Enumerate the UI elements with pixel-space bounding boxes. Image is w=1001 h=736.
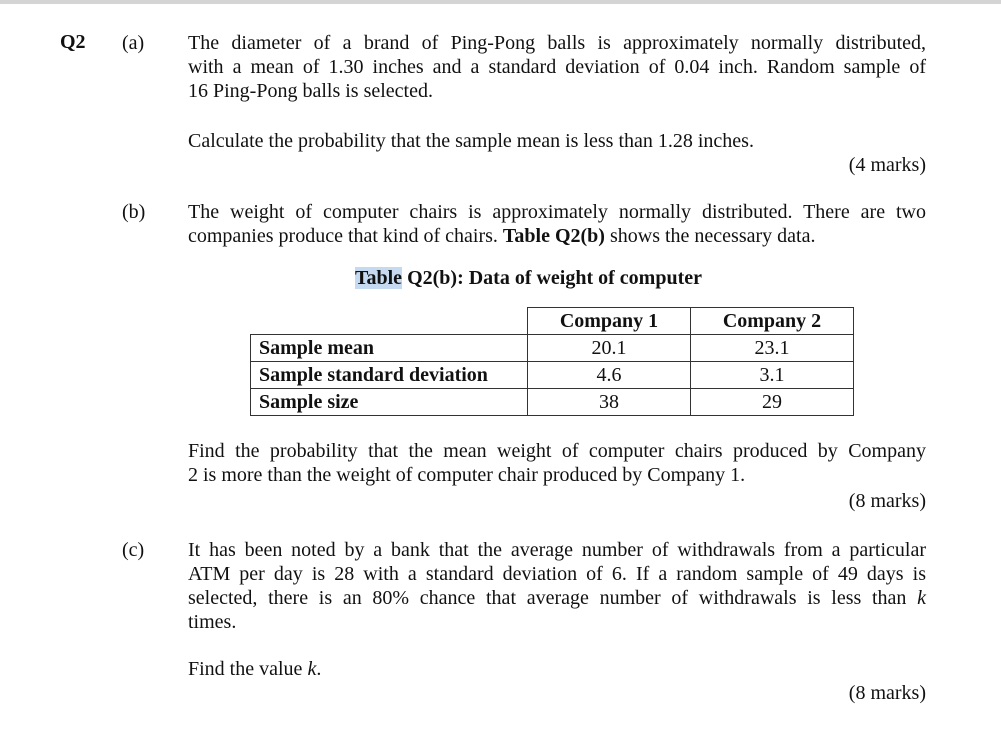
part-a-task: Calculate the probability that the sample mean is less than 1.28 inches. <box>188 130 754 152</box>
part-b-line-2-text: companies produce that kind of chairs. <box>188 225 503 247</box>
variable-k: k <box>307 658 317 680</box>
part-c-line-3 <box>188 586 926 610</box>
part-c-label: (c) <box>122 539 145 561</box>
part-b-task-line-2: 2 is more than the weight of computer chair produced by Company 1. <box>188 464 746 486</box>
part-c-task-end: . <box>316 658 322 680</box>
row-label: Sample standard deviation <box>251 362 528 389</box>
cell-company-1: 20.1 <box>528 335 691 362</box>
part-c-line-3-text: selected, there is an 80% chance that average number of withdrawals is less than <box>188 587 918 609</box>
table-corner-cell <box>251 308 528 335</box>
table-row <box>251 362 854 389</box>
table-header-row <box>251 308 854 335</box>
part-c-line-2: ATM per day is 28 with a standard deviation of 6. If a random sample of 49 days is <box>188 563 926 585</box>
part-a-marks: (4 marks) <box>848 154 926 176</box>
cell-company-2: 29 <box>691 389 854 416</box>
row-label: Sample size <box>251 389 528 416</box>
part-b-line-1: The weight of computer chairs is approximately normally distributed. There are two <box>188 201 926 223</box>
part-b-line-2 <box>188 224 815 248</box>
row-label: Sample mean <box>251 335 528 362</box>
table-row <box>251 335 854 362</box>
part-b-label: (b) <box>122 201 146 223</box>
part-c-line-4: times. <box>188 611 237 633</box>
table-caption-rest: Q2(b): Data of weight of computer <box>402 267 703 289</box>
table-caption <box>355 266 702 290</box>
header-company-1: Company 1 <box>528 308 691 335</box>
part-a-line-3: 16 Ping-Pong balls is selected. <box>188 80 433 102</box>
header-company-2: Company 2 <box>691 308 854 335</box>
top-border <box>0 0 1001 4</box>
table-caption-highlighted: Table <box>355 267 403 289</box>
part-b-line-2-end: shows the necessary data. <box>604 225 816 247</box>
table-reference: Table Q2(b) <box>502 225 605 247</box>
part-c-task <box>188 657 321 681</box>
question-number: Q2 <box>60 31 86 53</box>
variable-k: k <box>917 587 926 609</box>
part-a-line-1: The diameter of a brand of Ping-Pong balls is approximately normally distributed, <box>188 32 926 54</box>
table-row <box>251 389 854 416</box>
part-c-task-text: Find the value <box>188 658 308 680</box>
cell-company-2: 23.1 <box>691 335 854 362</box>
part-a-line-2: with a mean of 1.30 inches and a standard deviation of 0.04 inch. Random sample of <box>188 56 926 78</box>
part-b-task-line-1: Find the probability that the mean weight of computer chairs produced by Company <box>188 440 926 462</box>
part-a-label: (a) <box>122 32 145 54</box>
part-c-marks: (8 marks) <box>848 682 926 704</box>
part-c-line-1: It has been noted by a bank that the average number of withdrawals from a particular <box>188 539 926 561</box>
cell-company-1: 4.6 <box>528 362 691 389</box>
data-table <box>250 307 854 416</box>
part-b-marks: (8 marks) <box>848 490 926 512</box>
cell-company-2: 3.1 <box>691 362 854 389</box>
cell-company-1: 38 <box>528 389 691 416</box>
